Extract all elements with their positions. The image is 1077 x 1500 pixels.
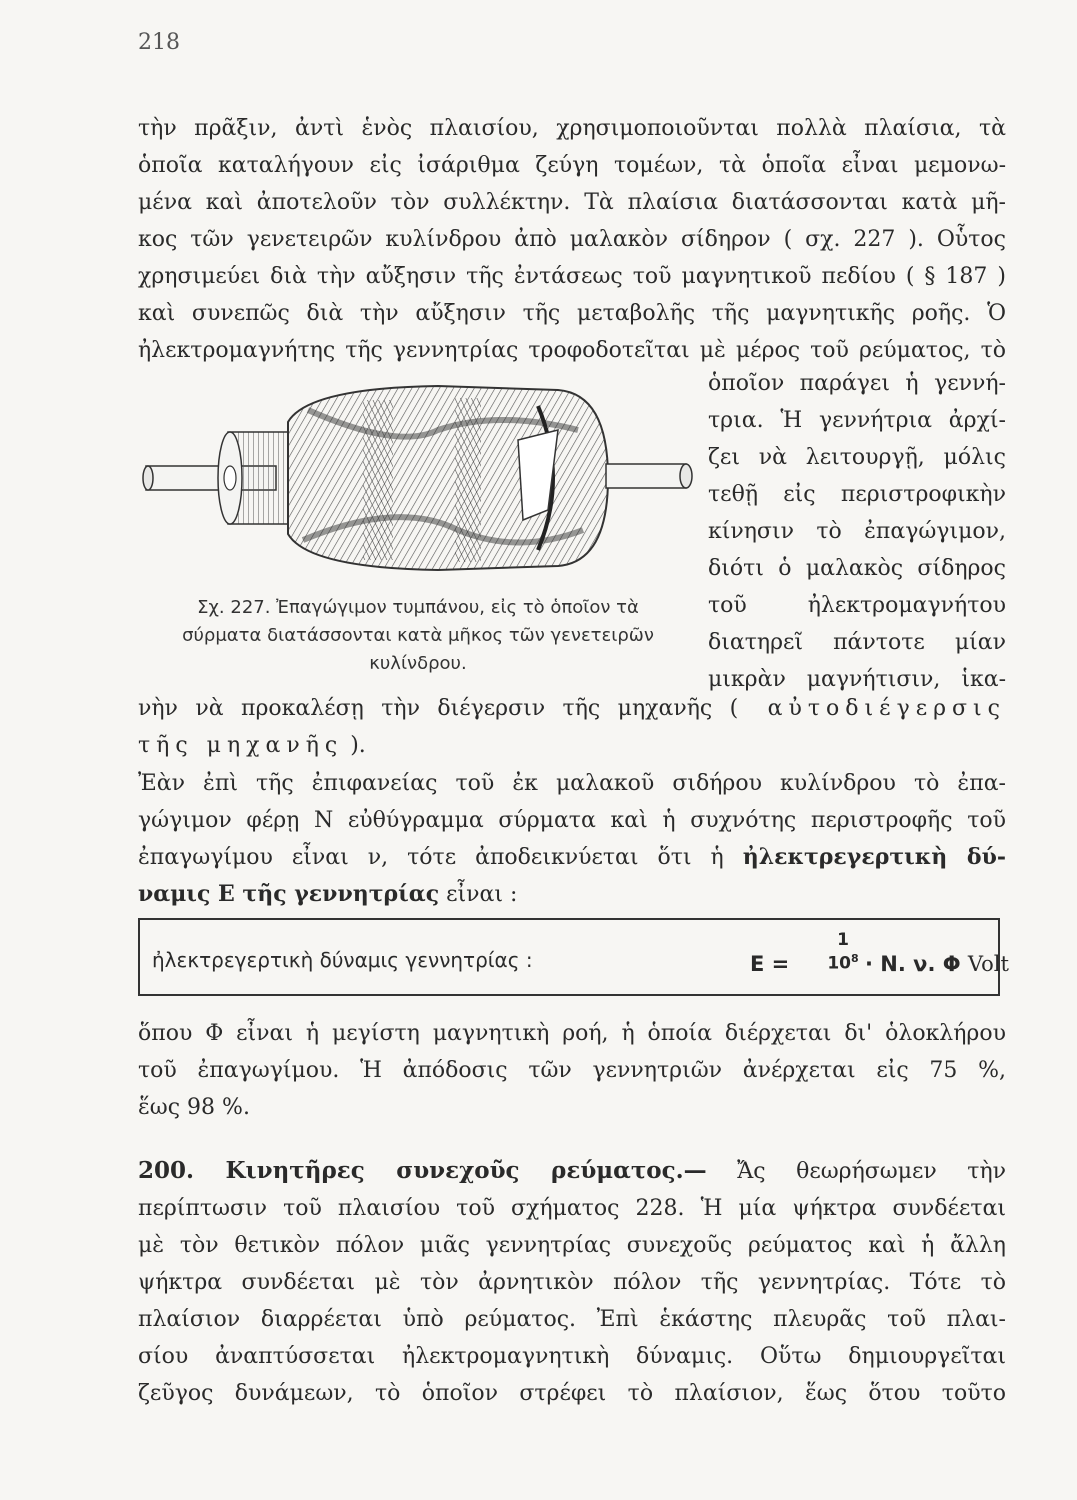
text-line: ὁποῖον παράγει ἡ γεννή- <box>708 371 1006 396</box>
text-line: μένα καὶ ἀποτελοῦν τὸν συλλέκτην. Τὰ πλαίσια διατάσσονται κατὰ μῆ- <box>138 190 1006 215</box>
fraction-denominator <box>825 952 861 974</box>
text-line <box>138 690 1006 727</box>
fraction-numerator: 1 <box>837 930 849 950</box>
formula-fraction <box>825 930 861 974</box>
text-line <box>138 839 1006 876</box>
text-line: ὅπου Φ εἶναι ἡ μεγίστη μαγνητικὴ ροή, ἡ ὁποία διέρχεται δι' ὁλοκλήρου <box>138 1021 1006 1046</box>
paragraph-efficiency <box>138 1015 1006 1126</box>
formula-label: ἠλεκτρεγερτικὴ δύναμις γεννητρίας : <box>152 948 533 972</box>
formula-lhs: Ε = <box>750 952 790 976</box>
text-line <box>138 1152 1006 1190</box>
term-bold: ἠλεκτρεγερτικὴ δύ- <box>742 844 1006 870</box>
text-segment: ἐπαγωγίμου εἶναι ν, τότε ἀποδεικνύεται ὅτι ἡ <box>138 845 724 870</box>
side-text-column <box>708 365 1006 698</box>
text-line: τρια. Ἡ γεννήτρια ἀρχί- <box>708 408 1006 433</box>
emphasis-spaced: ( αὐτοδιέγερσις <box>729 696 1007 721</box>
text-segment: Ἄς θεωρήσωμεν τὴν <box>737 1159 1007 1184</box>
term-bold: ναμις Ε τῆς γεννητρίας <box>138 881 440 907</box>
text-line: ὁποῖα καταλήγουν εἰς ἰσάριθμα ζεύγη τομέων, τὰ ὁποῖα εἶναι μεμονω- <box>138 153 1006 178</box>
paragraph-emf <box>138 765 1006 913</box>
text-segment: νὴν νὰ προκαλέσῃ τὴν διέγερσιν τῆς μηχανῆς <box>138 696 713 721</box>
paragraph-intro <box>138 110 1006 369</box>
text-line: κος τῶν γενετειρῶν κυλίνδρου ἀπὸ μαλακὸν σίδηρον ( σχ. 227 ). Οὗτος <box>138 227 1006 252</box>
formula-rhs <box>865 952 1009 976</box>
text-line: τεθῇ εἰς περιστροφικὴν <box>708 482 1006 507</box>
text-line: μικρὰν μαγνήτισιν, ἱκα- <box>708 667 1006 692</box>
paragraph-continuation <box>138 690 1006 764</box>
text-line: τοῦ ἠλεκτρομαγνήτου <box>708 593 1006 618</box>
text-line: σίου ἀναπτύσσεται ἠλεκτρομαγνητικὴ δύναμις. Οὕτω δημιουργεῖται <box>138 1344 1006 1369</box>
text-line: χρησιμεύει διὰ τὴν αὔξησιν τῆς ἐντάσεως τοῦ μαγνητικοῦ πεδίου ( § 187 ) <box>138 264 1006 289</box>
text-line <box>138 876 1006 913</box>
text-line: τὴν πρᾶξιν, ἀντὶ ἑνὸς πλαισίου, χρησιμοποιοῦνται πολλὰ πλαίσια, τὰ <box>138 116 1006 141</box>
text-line: διατηρεῖ πάντοτε μίαν <box>708 630 1006 655</box>
section-dc-motors <box>138 1152 1006 1412</box>
formula-unit: Volt <box>967 952 1009 976</box>
armature-figure <box>138 370 698 595</box>
drum-armature-illustration <box>138 370 698 595</box>
formula-factors: · Ν. ν. Φ <box>865 952 961 976</box>
page-number: 218 <box>138 30 180 55</box>
text-line: Ἐὰν ἐπὶ τῆς ἐπιφανείας τοῦ ἐκ μαλακοῦ σιδήρου κυλίνδρου τὸ ἐπα- <box>138 771 1006 796</box>
text-line: καὶ συνεπῶς διὰ τὴν αὔξησιν τῆς μεταβολῆς τῆς μαγνητικῆς ροῆς. Ὁ <box>138 301 1006 326</box>
section-heading: 200. Κινητῆρες συνεχοῦς ρεύματος.— <box>138 1157 707 1184</box>
denominator-base: 10 <box>827 953 851 974</box>
text-line: ἠλεκτρομαγνήτης τῆς γεννητρίας τροφοδοτεῖται μὲ μέρος τοῦ ρεύματος, τὸ <box>138 338 1006 363</box>
figure-caption <box>138 594 698 678</box>
text-segment: εἶναι : <box>446 882 518 907</box>
emphasis-spaced: τῆς μηχανῆς <box>138 733 344 758</box>
text-line: ἕως 98 %. <box>138 1095 250 1120</box>
text-line: ψήκτρα συνδέεται μὲ τὸν ἀρνητικὸν πόλον τῆς γεννητρίας. Τότε τὸ <box>138 1270 1006 1295</box>
text-line: μὲ τὸν θετικὸν πόλον μιᾶς γεννητρίας συνεχοῦς ρεύματος καὶ ἡ ἄλλη <box>138 1233 1006 1258</box>
text-line: διότι ὁ μαλακὸς σίδηρος <box>708 556 1006 581</box>
text-line: ζεῦγος δυνάμεων, τὸ ὁποῖον στρέφει τὸ πλαίσιον, ἕως ὅτου τοῦτο <box>138 1381 1006 1406</box>
text-line: περίπτωσιν τοῦ πλαισίου τοῦ σχήματος 228. Ἡ μία ψήκτρα συνδέεται <box>138 1196 1006 1221</box>
text-line <box>138 727 1006 764</box>
caption-line: σύρματα διατάσσονται κατὰ μῆκος τῶν γενετειρῶν <box>182 625 654 646</box>
denominator-exponent: 8 <box>851 952 859 965</box>
text-line: κίνησιν τὸ ἐπαγώγιμον, <box>708 519 1006 544</box>
caption-line: Σχ. 227. Ἐπαγώγιμον τυμπάνου, εἰς τὸ ὁποῖον τὰ <box>197 597 639 618</box>
text-segment: ). <box>350 733 366 758</box>
text-line: γώγιμον φέρῃ Ν εὐθύγραμμα σύρματα καὶ ἡ συχνότης περιστροφῆς τοῦ <box>138 808 1006 833</box>
caption-line: κυλίνδρου. <box>369 653 467 674</box>
formula-box <box>138 918 1009 996</box>
text-line: πλαίσιον διαρρέεται ὑπὸ ρεύματος. Ἐπὶ ἑκάστης πλευρᾶς τοῦ πλαι- <box>138 1307 1006 1332</box>
text-line: ζει νὰ λειτουργῇ, μόλις <box>708 445 1006 470</box>
text-line: τοῦ ἐπαγωγίμου. Ἡ ἀπόδοσις τῶν γεννητριῶν ἀνέρχεται εἰς 75 %, <box>138 1058 1006 1083</box>
